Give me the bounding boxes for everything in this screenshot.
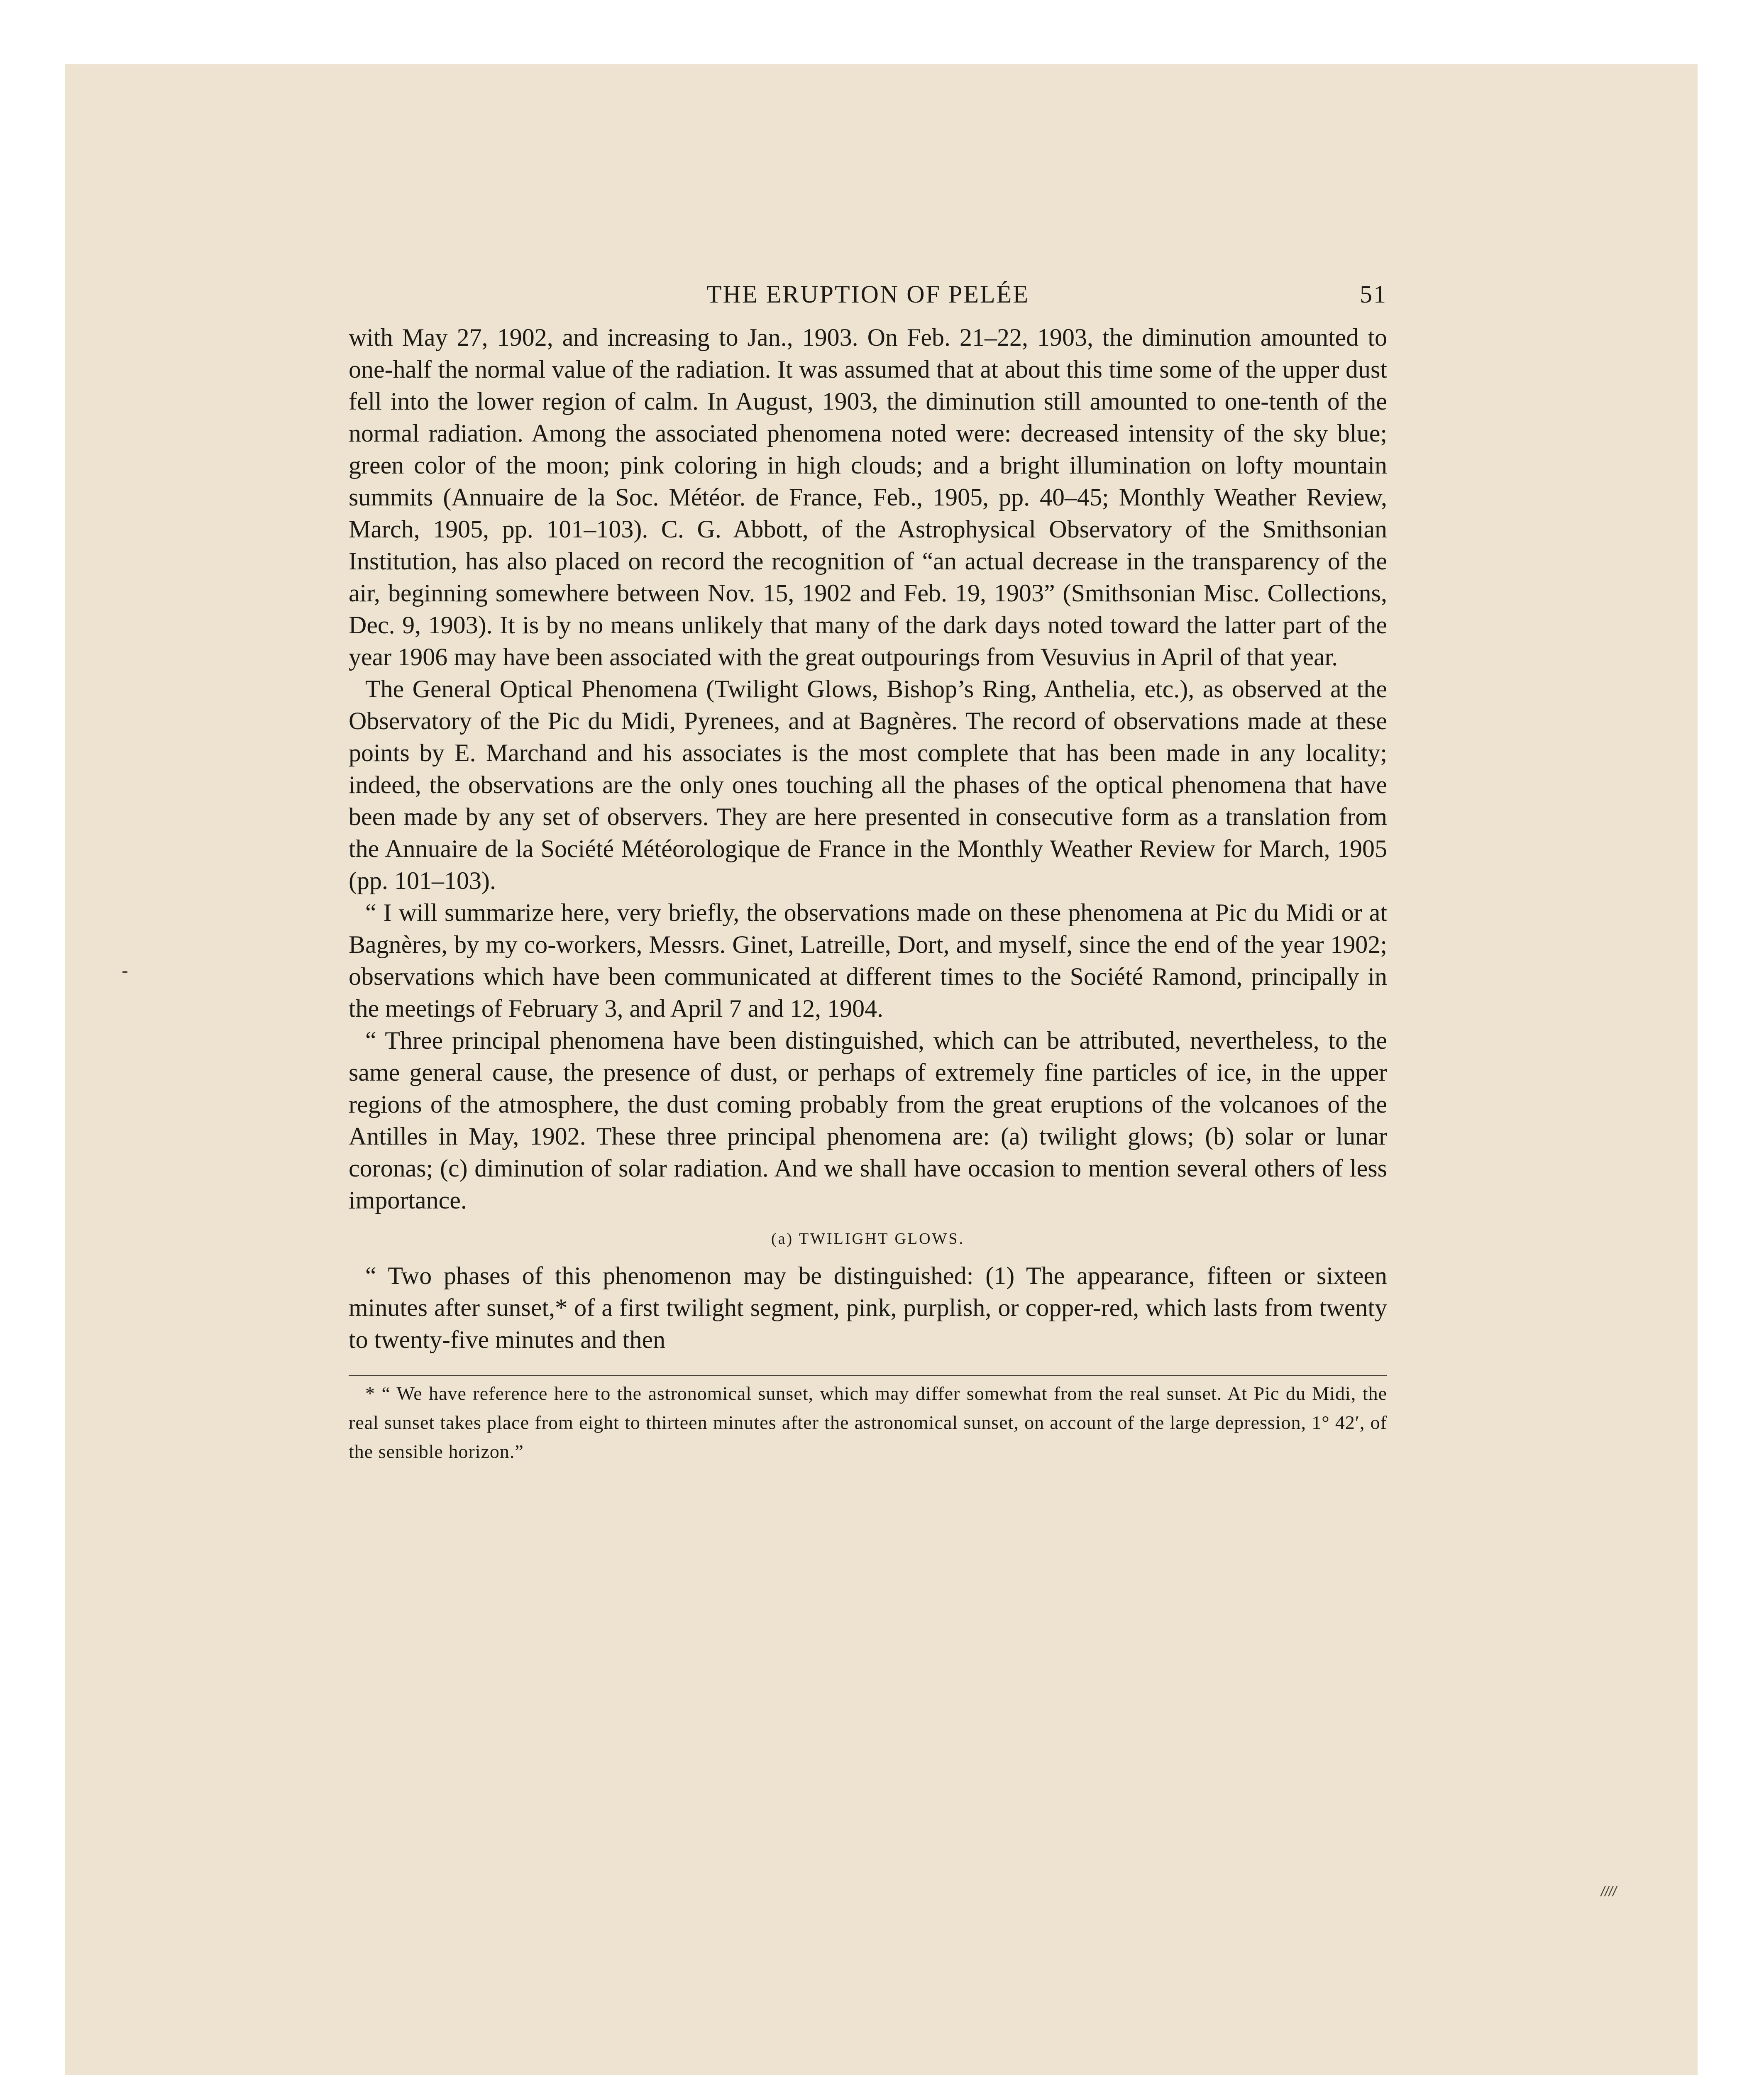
paragraph-continued: with May 27, 1902, and increasing to Jan., 1903. On Feb. 21–22, 1903, the diminution amounted to one-half the normal value of the radiation. It was assumed that at about this time some of the upper dust fell into the lower region of calm. In August, 1903, the diminution still amounted to one-tenth of the normal radiation. Among the associated phenomena noted were: decreased intensity of the sky blue; green color of the moon; pink coloring in high clouds; and a bright illumination on lofty mountain summits (Annuaire de la Soc. Météor. de France, Feb., 1905, pp. 40–45; Monthly Weather Review, March, 1905, pp. 101–103). C. G. Abbott, of the Astrophysical Observatory of the Smithsonian Institution, has also placed on record the recognition of “an actual decrease in the transparency of the air, beginning somewhere between Nov. 15, 1902 and Feb. 19, 1903” (Smithsonian Misc. Collections, Dec. 9, 1903). It is by no means unlikely that many of the dark days noted toward the latter part of the year 1906 may have been associated with the great outpourings from Vesuvius in April of that year. (349, 324, 1387, 671)
paragraph-optical-phenomena: The General Optical Phenomena (Twilight Glows, Bishop’s Ring, Anthelia, etc.), as observed at the Observatory of the Pic du Midi, Pyrenees, and at Bagnères. The record of observations made at these points by E. Marchand and his associates is the most complete that has been made in any locality; indeed, the observations are the only ones touching all the phases of the optical phenomena that have been made by any set of observers. They are here presented in consecutive form as a translation from the Annuaire de la Société Météorologique de France in the Monthly Weather Review for March, 1905 (pp. 101–103). (349, 675, 1387, 894)
page-content (349, 280, 1387, 1466)
page-number: 51 (1360, 281, 1387, 308)
footnote-rule (349, 1375, 1387, 1376)
body-text (349, 322, 1387, 1356)
running-head (349, 280, 1387, 322)
paragraph-summary: “ I will summarize here, very briefly, the observations made on these phenomena at Pic du Midi or at Bagnères, by my co-workers, Messrs. Ginet, Latreille, Dort, and myself, since the end of the year 1902; observations which have been communicated at different times to the Société Ramond, principally in the meetings of February 3, and April 7 and 12, 1904. (349, 899, 1387, 1022)
running-title: THE ERUPTION OF PELÉE (706, 281, 1029, 308)
margin-dash-mark: - (122, 960, 128, 982)
footnote: * “ We have reference here to the astronomical sunset, which may differ somewhat from the real sunset. At Pic du Midi, the real sunset takes place from eight to thirteen minutes after the astronomical sunset, on account of the large depression, 1° 42′, of the sensible horizon.” (349, 1383, 1387, 1462)
paragraph-three-phenomena: “ Three principal phenomena have been distinguished, which can be attributed, nevertheless, to the same general cause, the presence of dust, or perhaps of extremely fine particles of ice, in the upper regions of the atmosphere, the dust coming probably from the great eruptions of the volcanoes of the Antilles in May, 1902. These three principal phenomena are: (a) twilight glows; (b) solar or lunar coronas; (c) diminution of solar radiation. And we shall have occasion to mention several others of less importance. (349, 1027, 1387, 1214)
section-heading: (a) TWILIGHT GLOWS. (771, 1230, 965, 1247)
scanned-page (65, 64, 1698, 2075)
paragraph-two-phases: “ Two phases of this phenomenon may be distinguished: (1) The appearance, fifteen or sixteen minutes after sunset,* of a first twilight segment, pink, purplish, or copper-red, which lasts from twenty to twenty-five minutes and then (349, 1262, 1387, 1353)
margin-scribble-mark: //// (1601, 1884, 1617, 1899)
